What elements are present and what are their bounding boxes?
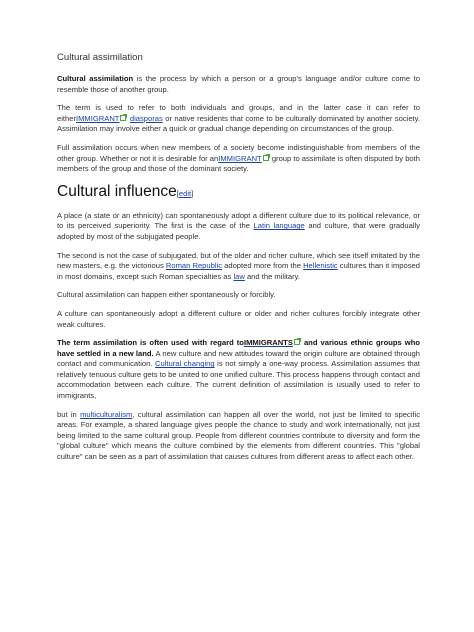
external-link-icon xyxy=(294,339,300,345)
external-link-icon xyxy=(120,115,126,121)
section-heading: Cultural influence[edit] xyxy=(57,182,194,200)
link-hellenistic[interactable]: Hellenistic xyxy=(303,261,338,271)
link-diasporas[interactable]: diasporas xyxy=(129,113,163,123)
paragraph-full-assimilation: Full assimilation occurs when new members of a society become indistinguishable from members of the other group. Whether or not it is desirable for anIMMIGRANT group to assimilate is often disputed by both members of the group and those of the dominant society. xyxy=(57,142,420,174)
link-latin-language[interactable]: Latin language xyxy=(253,221,305,231)
bold-statement-1: The term assimilation is often used with regard to xyxy=(57,338,244,348)
bold-statement-2: and various ethnic groups who have settled in a new land. xyxy=(57,338,420,358)
link-roman-republic[interactable]: Roman Republic xyxy=(165,261,223,271)
paragraph-multiculturalism: but in multiculturalism, cultural assimilation can happen all over the world, not just be limited to specific areas. For example, a shared language gives people the chance to study and work internationally, not just being limited to the same cultural group. People from different countries contribute to diversity and form the "global culture" which means the culture combined by the elements from different countries. This "global culture" can be seen as a part of assimilation that causes cultures from different areas to affect each other. xyxy=(57,409,420,462)
edit-link[interactable]: edit xyxy=(178,188,192,198)
link-immigrant[interactable]: IMMIGRANT xyxy=(76,113,120,123)
paragraph-place: A place (a state or an ethnicity) can spontaneously adopt a different culture due to its political relevance, or to its perceived superiority. The first is the case of the Latin language and culture, that were gradually adopted by most of the subjugated people. xyxy=(57,210,420,241)
document-title: Cultural assimilation xyxy=(57,52,143,63)
paragraph-usage: The term is used to refer to both individuals and groups, and in the latter case it can refer to eitherIMMIGRANT diasporas or native residents that come to be culturally dominated by another society. Assimilation may involve either a quick or gradual change depending on circumstances of the group. xyxy=(57,103,420,134)
link-immigrants[interactable]: IMMIGRANTS xyxy=(243,338,293,348)
paragraph-second-case: The second is not the case of subjugated, but of the older and richer culture, which see itself imitated by the new masters, e.g. the victorious Roman Republic adopted more from the Hellenistic cultures than it imposed in most domains, except such Roman specialties as law and the military. xyxy=(57,250,420,281)
external-link-icon xyxy=(263,155,269,161)
link-law[interactable]: law xyxy=(233,271,245,281)
link-immigrant-2[interactable]: IMMIGRANT xyxy=(218,153,262,163)
link-cultural-changing[interactable]: Cultural changing xyxy=(155,359,215,369)
bold-term: Cultural assimilation xyxy=(57,74,134,83)
paragraph-immigrants: The term assimilation is often used with regard toIMMIGRANTS and various ethnic groups who have settled in a new land. A new culture and new attitudes toward the origin culture are obtained through contact and communication. Cultural changing is not simply a one-way process. Assimilation assumes that relatively tenuous culture gets to be united to one unified culture. This process happens through contact and accommodation between each culture. The current definition of assimilation is usually used to refer to immigrants, xyxy=(57,338,420,401)
paragraph-spontaneous: Cultural assimilation can happen either spontaneously or forcibly. xyxy=(57,290,276,300)
edit-section: [edit] xyxy=(176,188,194,198)
paragraph-definition: Cultural assimilation is the process by which a person or a group's language and/or culture come to resemble those of another group. xyxy=(57,74,420,94)
link-multiculturalism[interactable]: multiculturalism xyxy=(80,409,133,419)
paragraph-forcibly: A culture can spontaneously adopt a different culture or older and richer cultures forcibly integrate other weak cultures. xyxy=(57,308,420,329)
